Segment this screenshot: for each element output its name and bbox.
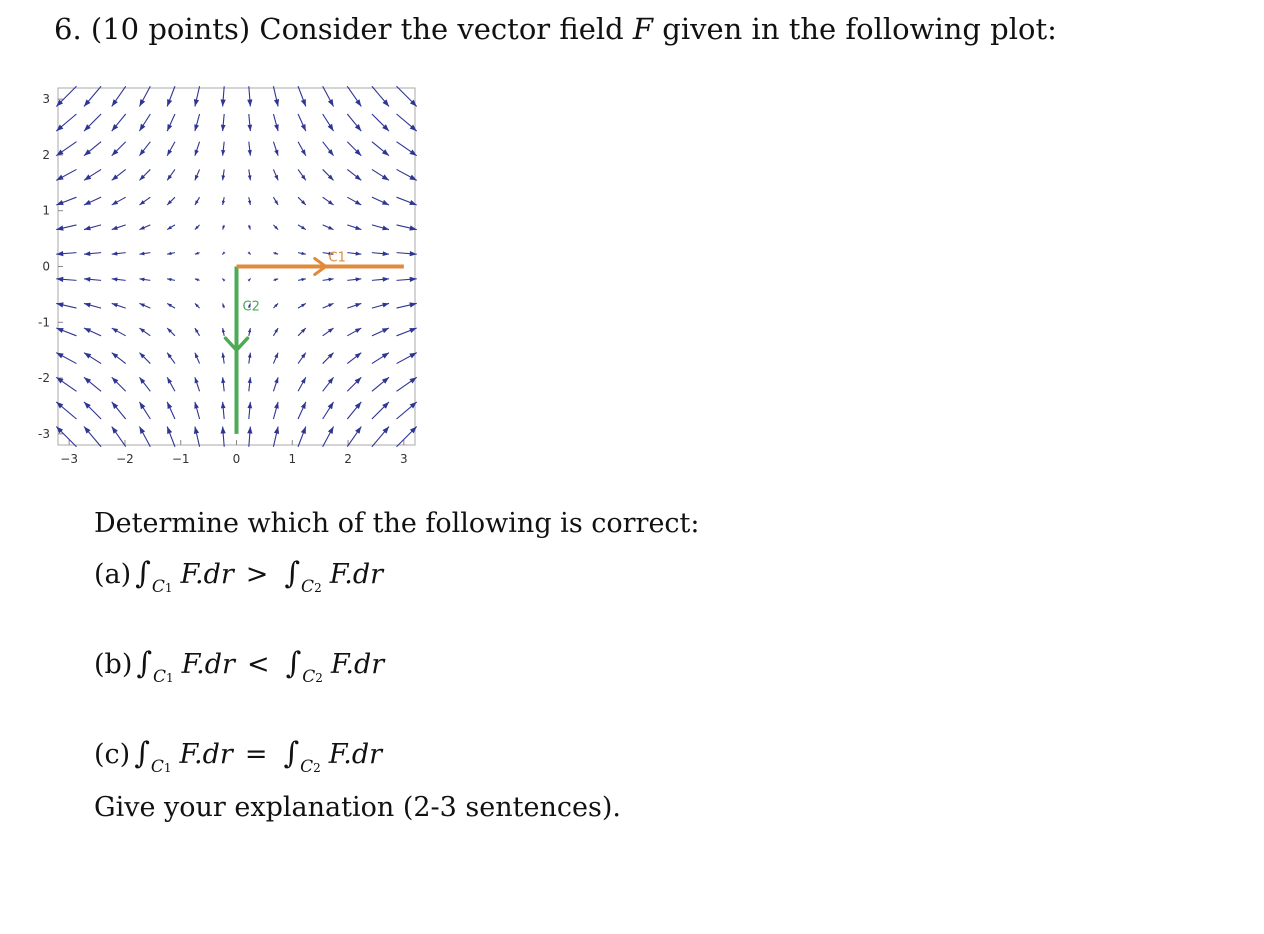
integral-sign: ∫ xyxy=(135,556,151,591)
option-b xyxy=(94,646,385,687)
integrand: F.dr xyxy=(329,559,384,590)
option-label: (c) xyxy=(94,739,131,770)
x-tick-label: 2 xyxy=(344,452,352,466)
problem-text-after: given in the following plot: xyxy=(662,12,1057,46)
x-tick-label: 1 xyxy=(288,452,297,466)
relation-symbol: = xyxy=(244,739,268,770)
integral-subscript-c2: C2 xyxy=(302,667,323,687)
integral-subscript-c1: C1 xyxy=(153,667,174,687)
integrand: F.dr xyxy=(180,559,234,590)
relation-symbol: < xyxy=(246,649,270,680)
integral-sign: ∫ xyxy=(136,646,152,681)
x-tick-label: 3 xyxy=(400,452,408,466)
y-tick-label: -1 xyxy=(38,315,50,330)
option-a xyxy=(94,556,384,597)
integral-sign: ∫ xyxy=(134,736,150,771)
option-label: (b) xyxy=(94,649,133,680)
integral-subscript-c1: C1 xyxy=(150,757,172,777)
problem-text-before: Consider the vector field xyxy=(259,12,624,46)
y-tick-label: 0 xyxy=(42,259,50,274)
question-prompt: Determine which of the following is correct: xyxy=(94,508,700,539)
problem-header xyxy=(54,12,1057,46)
relation-symbol: > xyxy=(245,559,269,590)
problem-number: 6. xyxy=(54,12,82,46)
integral-subscript-c1: C1 xyxy=(151,577,173,597)
curve-c1-label: C1 xyxy=(328,250,346,266)
curve-c2-label: C2 xyxy=(242,299,260,315)
integrand: F.dr xyxy=(179,739,233,770)
x-tick-label: 0 xyxy=(232,452,241,466)
y-tick-label: 2 xyxy=(42,147,50,162)
x-tick-label: −2 xyxy=(116,452,134,466)
integral-subscript-c2: C2 xyxy=(300,757,321,777)
integrand: F.dr xyxy=(330,649,385,680)
y-tick-label: 1 xyxy=(42,203,50,218)
integrand: F.dr xyxy=(181,649,235,680)
integral-subscript-c2: C2 xyxy=(301,577,322,597)
field-symbol: F xyxy=(632,12,654,46)
integral-sign: ∫ xyxy=(284,556,301,591)
explanation-instruction: Give your explanation (2-3 sentences). xyxy=(94,792,621,823)
option-c xyxy=(94,736,383,777)
vector-field-plot xyxy=(30,84,430,474)
integrand: F.dr xyxy=(328,739,383,770)
integral-sign: ∫ xyxy=(283,736,300,771)
y-tick-label: -3 xyxy=(38,426,50,441)
x-tick-label: −3 xyxy=(60,452,79,466)
option-label: (a) xyxy=(94,559,132,590)
integral-sign: ∫ xyxy=(285,646,302,681)
x-tick-label: −1 xyxy=(171,452,190,466)
problem-points: (10 points) xyxy=(90,12,251,46)
y-tick-label: 3 xyxy=(42,92,50,107)
y-tick-label: -2 xyxy=(38,371,50,386)
